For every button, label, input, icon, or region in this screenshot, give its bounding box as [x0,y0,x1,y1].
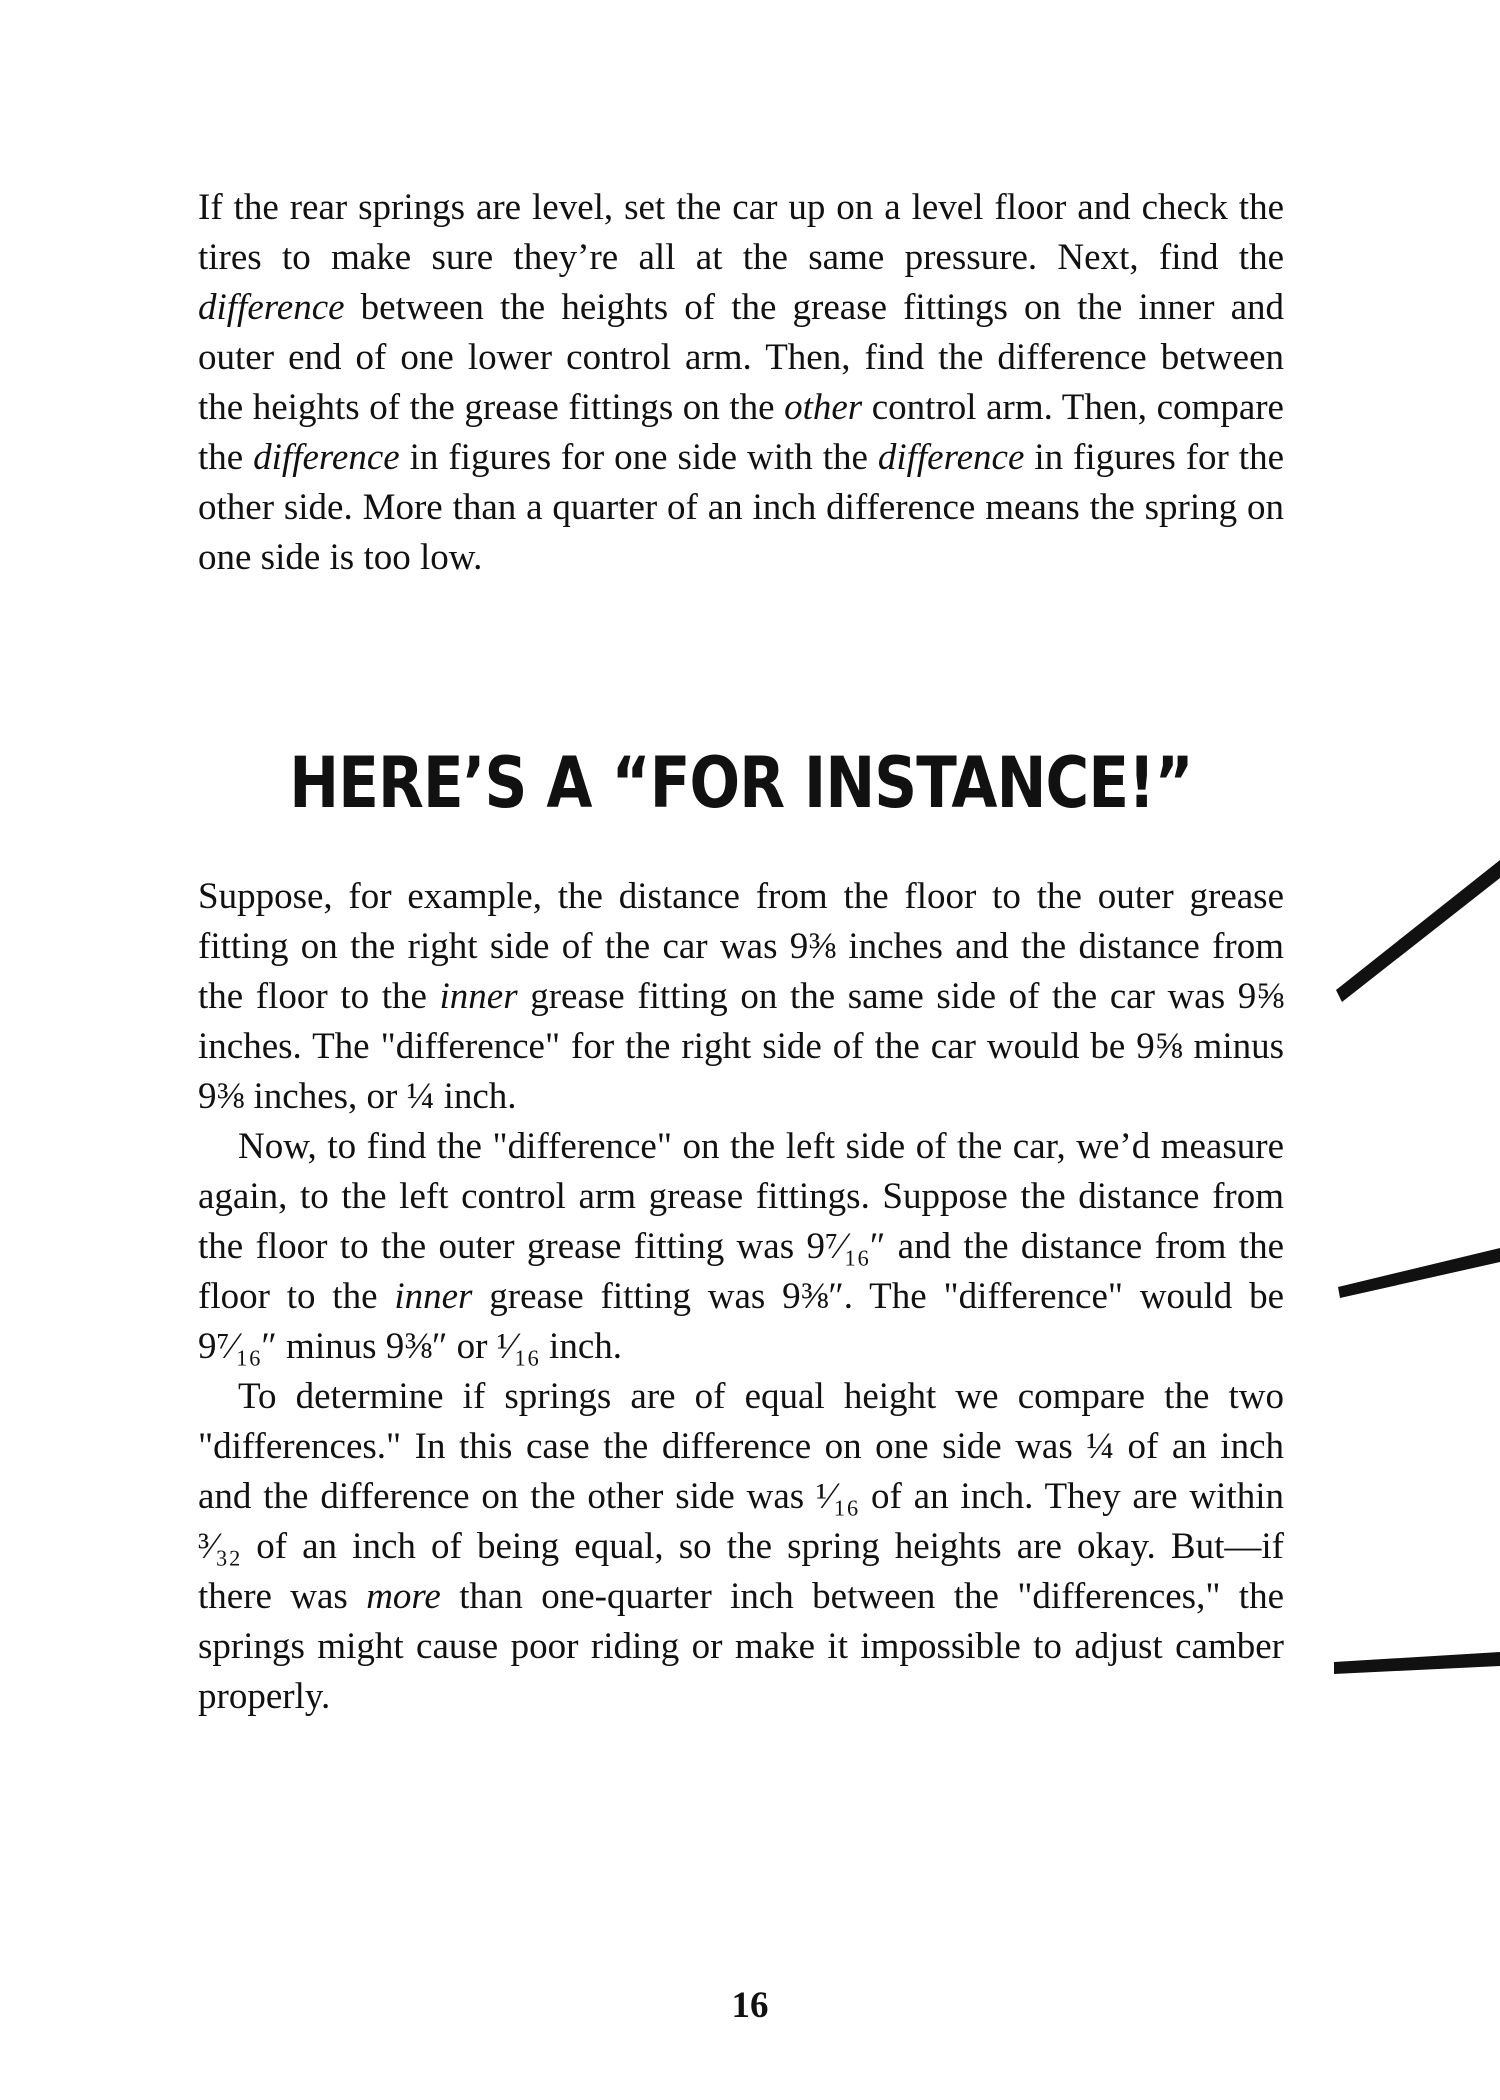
section-heading: HERE’S A “FOR INSTANCE!” [289,742,1193,824]
intro-text-3: control arm. Then, compare the [198,387,1284,478]
intro-emphasis-difference-2: difference [253,437,400,478]
example-p2-text-a: Now, to find the "difference" on the left side of the car, we’d measure again, to the left control arm grease fittings. Suppose the distance from the floor to the outer grease fitting was 9⁷⁄₁₆″ and the distance from the floor to the [198,1126,1284,1317]
intro-emphasis-difference-1: difference [198,287,345,328]
example-p2-emphasis-inner: inner [394,1276,473,1317]
example-p1-emphasis-inner: inner [439,976,518,1017]
example-paragraph-2 [198,1122,1284,1372]
example-p1-text-a: Suppose, for example, the distance from the floor to the outer grease fitting on the right side of the car was 9⅜ inches and the distance from the floor to the [198,876,1284,1017]
intro-text-4: in figures for one side with the [399,437,878,478]
example-paragraph-3 [198,1372,1284,1722]
example-p1-text-b: grease fitting on the same side of the car was 9⅝ inches. The "difference" for the right side of the car would be 9⅝ minus 9⅜ inches, or ¼ inch. [198,976,1284,1117]
intro-text-2: between the heights of the grease fittings on the inner and outer end of one lower control arm. Then, find the difference between the heights of the grease fittings on the [198,287,1284,428]
margin-mark-diagonal [1336,860,1500,1002]
example-p3-text-a: To determine if springs are of equal height we compare the two "differences." In this case the difference on one side was ¼ of an inch and the difference on the other side was ¹⁄₁₆ of an inch. They are within ³⁄₃₂ of an inch of being equal, so the spring heights are okay. But—if there was [198,1376,1284,1617]
margin-mark-middle [1338,1248,1500,1298]
intro-text-1: If the rear springs are level, set the car up on a level floor and check the tires to make sure they’re all at the same pressure. Next, find the [198,187,1284,278]
page-number: 16 [731,1985,769,2026]
example-section [198,872,1284,1722]
example-p3-text-b: than one-quarter inch between the "differences," the springs might cause poor riding or make it impossible to adjust camber properly. [198,1576,1284,1717]
intro-text-5: in figures for the other side. More than a quarter of an inch difference means the spring on one side is too low. [198,437,1285,578]
margin-mark-lower [1334,1652,1500,1674]
intro-paragraph [198,183,1284,583]
example-p2-text-b: grease fitting was 9⅜″. The "difference" would be 9⁷⁄₁₆″ minus 9⅜″ or ¹⁄₁₆ inch. [198,1276,1284,1367]
example-p3-emphasis-more: more [366,1576,441,1617]
example-paragraph-1 [198,872,1284,1122]
intro-emphasis-other: other [784,387,863,428]
intro-emphasis-difference-3: difference [877,437,1025,478]
